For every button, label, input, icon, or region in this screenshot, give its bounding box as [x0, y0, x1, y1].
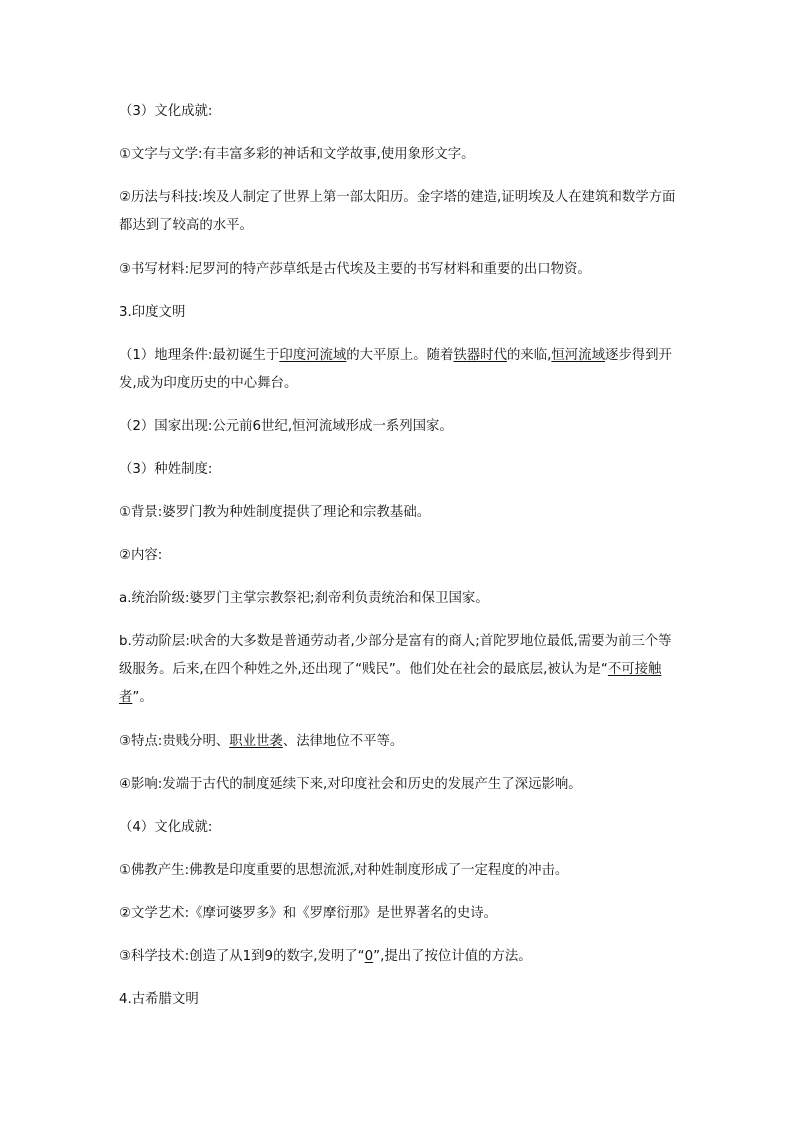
buddhism-origin: ①佛教产生:佛教是印度重要的思想流派,对种姓制度形成了一定程度的冲击。 [119, 863, 569, 878]
caste-content-heading: ②内容: [119, 548, 163, 563]
caste-labor-class [119, 628, 679, 712]
caste-labor-text-2: ”。 [132, 690, 153, 705]
caste-features-text-2: 、法律地位不平等。 [282, 734, 404, 749]
science-technology [119, 943, 679, 971]
zero-term: 0 [364, 949, 374, 964]
egypt-culture-heading: （3）文化成就: [119, 104, 213, 119]
hereditary-occupation-term: 职业世袭 [229, 734, 283, 749]
india-geography-text-3: 的来临, [506, 348, 552, 363]
egypt-writing-literature: ①文字与文学:有丰富多彩的神话和文学故事,使用象形文字。 [119, 147, 475, 162]
caste-ruling-class: a.统治阶级:婆罗门主掌宗教祭祀;刹帝利负责统治和保卫国家。 [119, 591, 489, 606]
india-geography-text-1: （1）地理条件:最初诞生于 [119, 348, 280, 363]
indus-valley-term: 印度河流域 [279, 348, 347, 363]
greece-section-heading: 4.古希腊文明 [119, 992, 199, 1007]
literature-art: ②文学艺术:《摩诃婆罗多》和《罗摩衍那》是世界著名的史诗。 [119, 906, 498, 921]
caste-labor-text-1: b.劳动阶层:吠舍的大多数是普通劳动者,少部分是富有的商人;首陀罗地位最低,需要为前三个等级服务。后来,在四个种姓之外,还出现了“贱民”。他们处在社会的最底层,被认为是“ [119, 634, 672, 677]
caste-background: ①背景:婆罗门教为种姓制度提供了理论和宗教基础。 [119, 505, 431, 520]
science-text-2: ”,提出了按位计值的方法。 [373, 949, 532, 964]
caste-system-heading: （3）种姓制度: [119, 462, 213, 477]
india-geography-text-2: 的大平原上。随着 [346, 348, 454, 363]
india-culture-heading: （4）文化成就: [119, 820, 213, 835]
egypt-calendar-science: ②历法与科技:埃及人制定了世界上第一部太阳历。金字塔的建造,证明埃及人在建筑和数学方面都达到了较高的水平。 [119, 190, 676, 233]
india-section-heading: 3.印度文明 [119, 305, 186, 320]
caste-features [119, 728, 679, 756]
untouchables-term: 不可接触者 [119, 662, 662, 705]
india-geography [119, 342, 679, 398]
india-states: （2）国家出现:公元前6世纪,恒河流域形成一系列国家。 [119, 419, 453, 434]
india-geography-text-4: 逐步得到开发,成为印度历史的中心舞台。 [119, 348, 672, 391]
caste-features-text-1: ③特点:贵贱分明、 [119, 734, 230, 749]
iron-age-term: 铁器时代 [453, 348, 507, 363]
ganges-valley-term: 恒河流域 [551, 348, 605, 363]
egypt-writing-material: ③书写材料:尼罗河的特产莎草纸是古代埃及主要的书写材料和重要的出口物资。 [119, 262, 591, 277]
science-text-1: ③科学技术:创造了从1到9的数字,发明了“ [119, 949, 365, 964]
caste-influence: ④影响:发端于古代的制度延续下来,对印度社会和历史的发展产生了深远影响。 [119, 777, 582, 792]
